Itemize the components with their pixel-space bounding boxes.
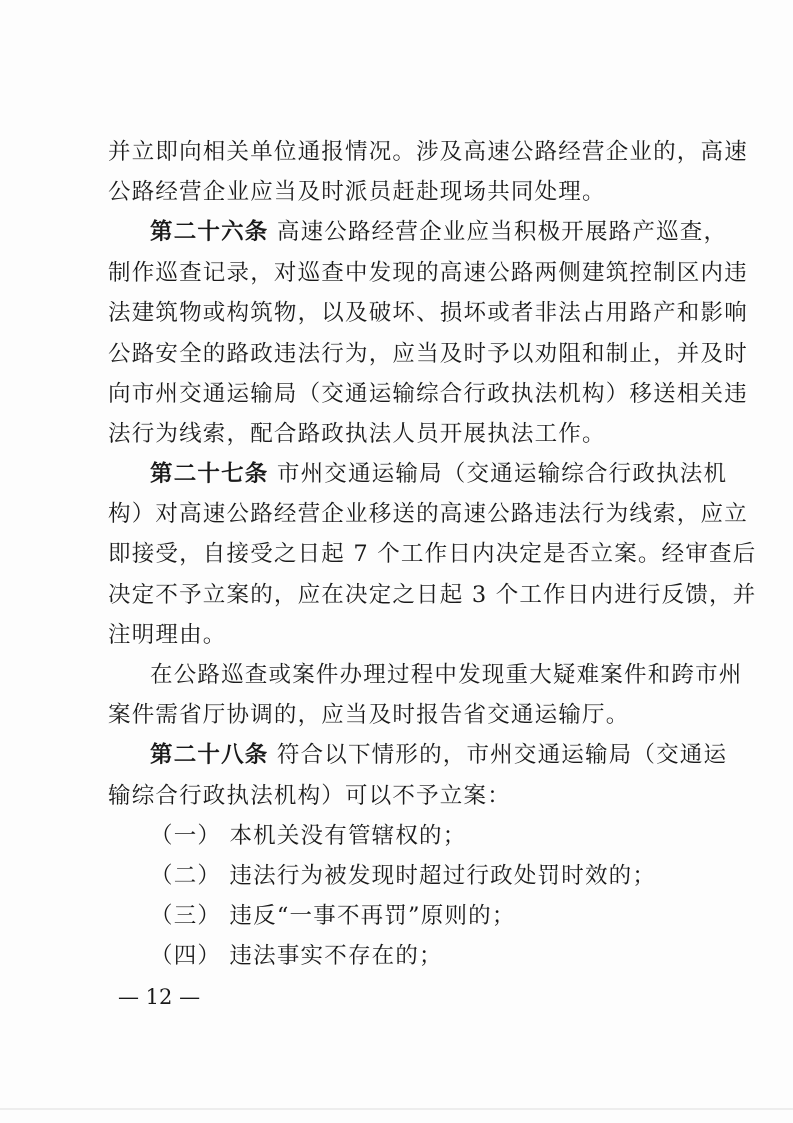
paragraph-line: 公路安全的路政违法行为，应当及时予以劝阻和制止，并及时 [108, 341, 748, 367]
article-28-line [150, 740, 728, 770]
article-heading: 第二十八条 [150, 742, 269, 768]
paragraph-line: 构）对高速公路经营企业移送的高速公路违法行为线索，应立 [108, 501, 748, 527]
paragraph-line: 注明理由。 [108, 622, 227, 648]
paragraph-line: 法建筑物或构筑物，以及破坏、损坏或者非法占用路产和影响 [108, 300, 748, 326]
paragraph-line: 法行为线索，配合路政执法人员开展执法工作。 [108, 421, 606, 447]
paragraph-line: 公路经营企业应当及时派员赶赴现场共同处理。 [108, 179, 606, 205]
page-number: — 12 — [118, 985, 201, 1009]
list-item: （二） 违法行为被发现时超过行政处罚时效的； [150, 863, 657, 889]
list-item: （三） 违反“一事不再罚”原则的； [150, 903, 516, 929]
article-heading: 第二十六条 [150, 219, 269, 245]
article-text: 高速公路经营企业应当积极开展路产巡查， [268, 219, 728, 245]
list-item: （一） 本机关没有管辖权的； [150, 823, 467, 849]
article-27-line [150, 459, 728, 489]
page-bottom-edge [0, 1108, 793, 1110]
paragraph-line: 在公路巡查或案件办理过程中发现重大疑难案件和跨市州 [150, 662, 743, 688]
list-item: （四） 违法事实不存在的； [150, 943, 443, 969]
paragraph-line: 制作巡查记录，对巡查中发现的高速公路两侧建筑控制区内违 [108, 260, 748, 286]
article-26-line [150, 217, 728, 247]
paragraph-line: 输综合行政执法机构）可以不予立案： [108, 783, 511, 809]
paragraph-line: 向市州交通运输局（交通运输综合行政执法机构）移送相关违 [108, 381, 748, 407]
paragraph-line: 并立即向相关单位通报情况。涉及高速公路经营企业的，高速 [108, 139, 748, 165]
paragraph-line: 决定不予立案的，应在决定之日起 3 个工作日内进行反馈，并 [108, 582, 757, 608]
article-text: 市州交通运输局（交通运输综合行政执法机 [268, 461, 728, 487]
article-text: 符合以下情形的，市州交通运输局（交通运 [268, 742, 728, 768]
paragraph-line: 即接受，自接受之日起 7 个工作日内决定是否立案。经审查后 [108, 541, 757, 567]
paragraph-line: 案件需省厅协调的，应当及时报告省交通运输厅。 [108, 702, 630, 728]
article-heading: 第二十七条 [150, 461, 269, 487]
